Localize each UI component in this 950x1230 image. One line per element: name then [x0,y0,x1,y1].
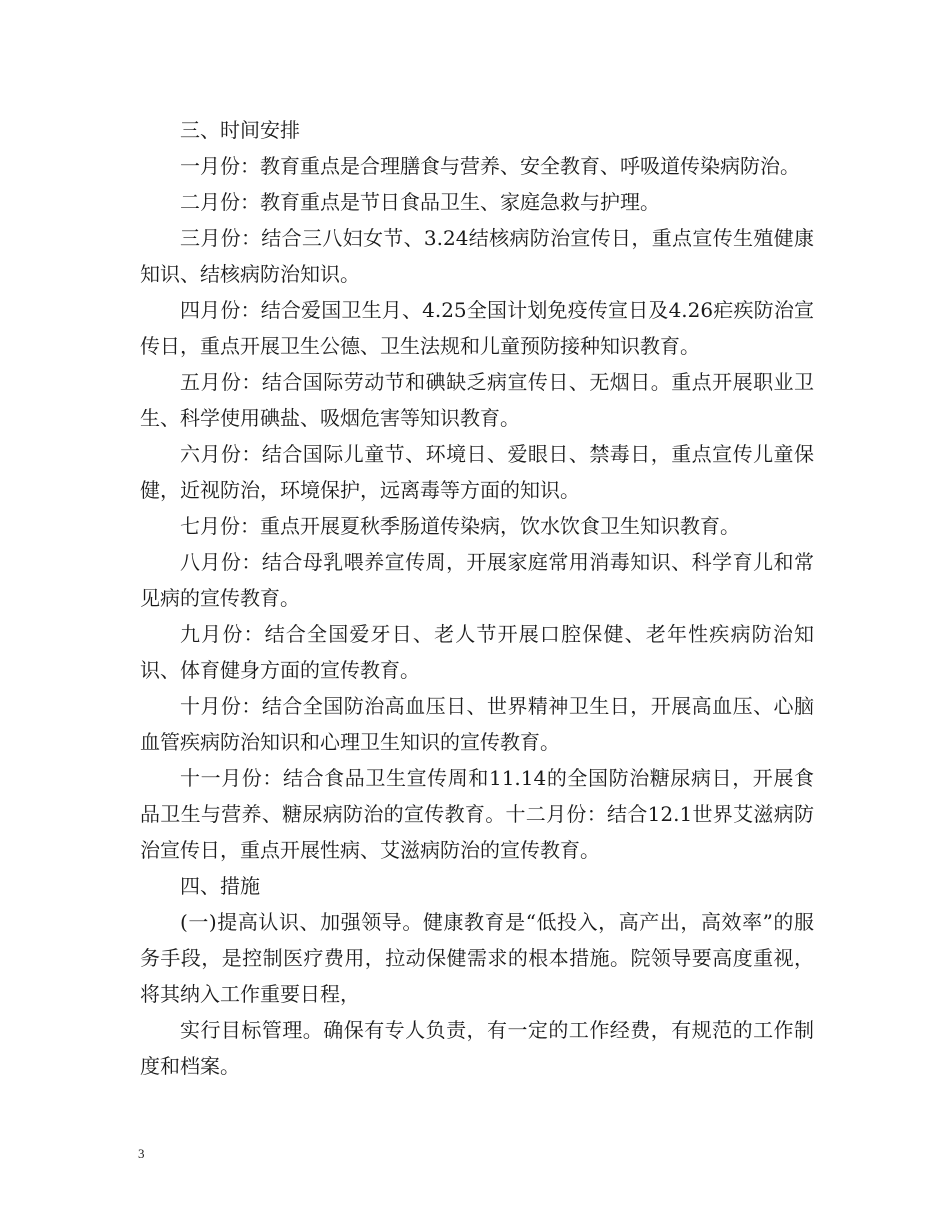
paragraph-measure-1-continued: 实行目标管理。确保有专人负责，有一定的工作经费，有规范的工作制度和档案。 [140,1018,814,1078]
paragraph-september: 九月份：结合全国爱牙日、老人节开展口腔保健、老年性疾病防治知识、体育健身方面的宣传教育。 [140,622,814,682]
paragraph-january: 一月份：教育重点是合理膳食与营养、安全教育、呼吸道传染病防治。 [180,154,800,178]
section-heading-measures: 四、措施 [180,874,260,898]
paragraph-june: 六月份：结合国际儿童节、环境日、爱眼日、禁毒日，重点宣传儿童保健，近视防治，环境保护，远离毒等方面的知识。 [140,442,814,502]
page-number: 3 [138,1146,145,1161]
paragraph-july: 七月份：重点开展夏秋季肠道传染病，饮水饮食卫生知识教育。 [180,514,740,538]
paragraph-august: 八月份：结合母乳喂养宣传周，开展家庭常用消毒知识、科学育儿和常见病的宣传教育。 [140,550,814,610]
paragraph-may: 五月份：结合国际劳动节和碘缺乏病宣传日、无烟日。重点开展职业卫生、科学使用碘盐、吸烟危害等知识教育。 [140,370,814,430]
paragraph-measure-1: (一)提高认识、加强领导。健康教育是“低投入，高产出，高效率”的服务手段，是控制医疗费用，拉动保健需求的根本措施。院领导要高度重视，将其纳入工作重要日程， [140,910,814,1006]
document-body [140,112,814,1084]
paragraph-february: 二月份：教育重点是节日食品卫生、家庭急救与护理。 [180,190,660,214]
section-heading-schedule: 三、时间安排 [180,118,300,142]
paragraph-april: 四月份：结合爱国卫生月、4.25全国计划免疫传宣日及4.26疟疾防治宣传日，重点开展卫生公德、卫生法规和儿童预防接种知识教育。 [140,298,814,358]
paragraph-march: 三月份：结合三八妇女节、3.24结核病防治宣传日，重点宣传生殖健康知识、结核病防治知识。 [140,226,814,286]
paragraph-november-december: 十一月份：结合食品卫生宣传周和11.14的全国防治糖尿病日，开展食品卫生与营养、糖尿病防治的宣传教育。十二月份：结合12.1世界艾滋病防治宣传日，重点开展性病、艾滋病防治的宣传教育。 [140,766,814,862]
paragraph-october: 十月份：结合全国防治高血压日、世界精神卫生日，开展高血压、心脑血管疾病防治知识和心理卫生知识的宣传教育。 [140,694,814,754]
